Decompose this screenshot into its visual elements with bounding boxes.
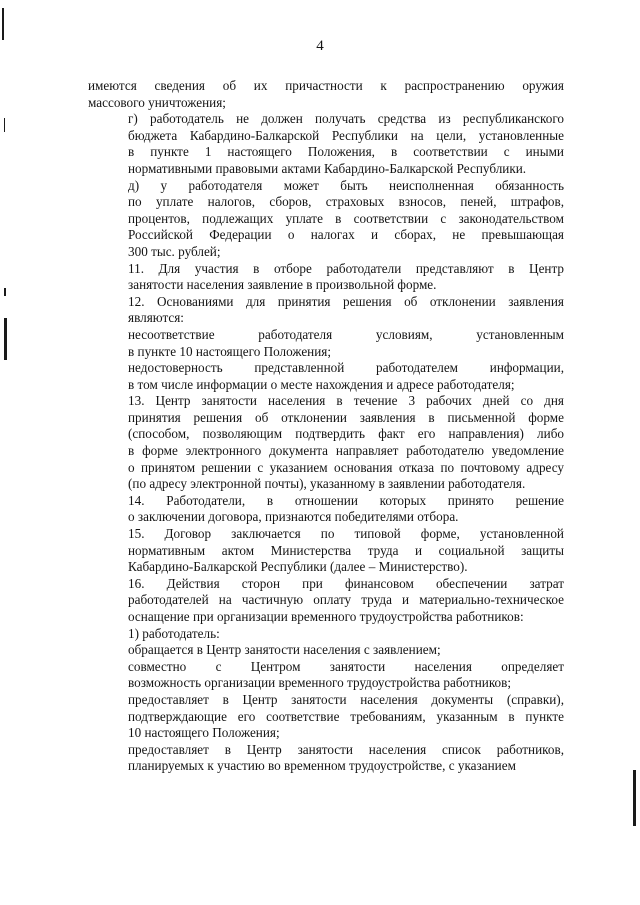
scan-edge-mark [4,288,6,296]
paragraph [88,526,564,576]
text-line: 13. Центр занятости населения в течение 3 рабочих дней со дня [128,393,564,409]
text-line: недостоверность представленной работодателем информации, [128,360,564,376]
scan-edge-mark [2,8,4,40]
text-line: в пункте 10 настоящего Положения; [128,343,332,359]
page-number: 4 [316,38,324,54]
text-line: бюджета Кабардино-Балкарской Республики на цели, установленные [128,127,564,143]
text-line: работодателей на частичную оплату труда и материально-техническое [128,592,564,608]
text-line: 300 тыс. рублей; [128,243,221,259]
text-line: имеются сведения об их причастности к распространению оружия [88,78,564,93]
text-line: 15. Договор заключается по типовой форме, установленной [128,526,564,542]
paragraph [88,659,564,692]
text-line: нормативными правовыми актами Кабардино-Балкарской Республики. [128,160,527,176]
text-line: подтверждающие его соответствие требованиям, указанным в пункте [128,708,564,724]
text-line: 12. Основаниями для принятия решения об отклонении заявления [128,293,564,309]
text-line: возможность организации временного трудоустройства работников; [128,675,512,691]
text-line: Российской Федерации о налогах и сборах, не превышающая [128,227,564,243]
document-body [88,78,564,775]
paragraph [88,576,564,626]
text-line: 10 настоящего Положения; [128,725,280,741]
text-line: д) у работодателя может быть неисполненная обязанность [128,177,564,193]
scan-edge-mark [4,118,5,132]
text-line: предоставляет в Центр занятости населения список работников, [128,741,564,757]
text-line: 11. Для участия в отборе работодатели представляют в Центр [128,260,564,276]
text-line: оснащение при организации временного трудоустройства работников: [128,609,524,624]
text-line: принятия решения об отклонении заявления в письменной форме [128,409,564,425]
text-line: в форме электронного документа направляет работодателю уведомление [128,443,564,459]
paragraph [88,78,564,111]
text-line: о принятом решении с указанием основания отказа по почтовому адресу [128,459,564,475]
text-line: совместно с Центром занятости населения определяет [128,658,564,674]
paragraph [88,261,564,294]
paragraph [88,493,564,526]
text-line: нормативным актом Министерства труда и социальной защиты [128,542,564,558]
paragraph [88,327,564,360]
text-line: о заключении договора, признаются победителями отбора. [128,509,459,525]
text-line: массового уничтожения; [88,94,226,110]
text-line: Кабардино-Балкарской Республики (далее – Министерство). [128,559,468,575]
paragraph [88,742,564,775]
paragraph [88,626,564,643]
text-line: (по адресу электронной почты), указанному в заявлении работодателя. [128,476,526,492]
scan-edge-mark [633,770,636,826]
text-line: 14. Работодатели, в отношении которых принято решение [128,492,564,508]
text-line: в пункте 1 настоящего Положения, в соответствии с иными [128,144,564,160]
text-line: 1) работодатель: [128,625,220,641]
text-line: несоответствие работодателя условиям, установленным [128,326,564,342]
text-line: процентов, подлежащих уплате в соответствии с законодательством [128,210,564,226]
text-line: 16. Действия сторон при финансовом обеспечении затрат [128,575,564,591]
text-line: являются: [128,310,184,326]
text-line: (способом, позволяющим подтвердить факт его направления) либо [128,426,564,442]
text-line: обращается в Центр занятости населения с заявлением; [128,642,441,658]
paragraph [88,692,564,742]
text-line: по уплате налогов, сборов, страховых взносов, пеней, штрафов, [128,194,564,210]
text-line: предоставляет в Центр занятости населения документы (справки), [128,691,564,707]
text-line: планируемых к участию во временном трудоустройстве, с указанием [128,758,516,774]
paragraph [88,360,564,393]
text-line: в том числе информации о месте нахождения и адресе работодателя; [128,376,515,392]
scan-edge-mark [4,318,7,360]
paragraph [88,393,564,493]
paragraph [88,178,564,261]
paragraph [88,642,564,659]
text-line: г) работодатель не должен получать средства из республиканского [128,111,564,127]
paragraph [88,111,564,177]
text-line: занятости населения заявление в произвольной форме. [128,277,437,293]
paragraph [88,294,564,327]
